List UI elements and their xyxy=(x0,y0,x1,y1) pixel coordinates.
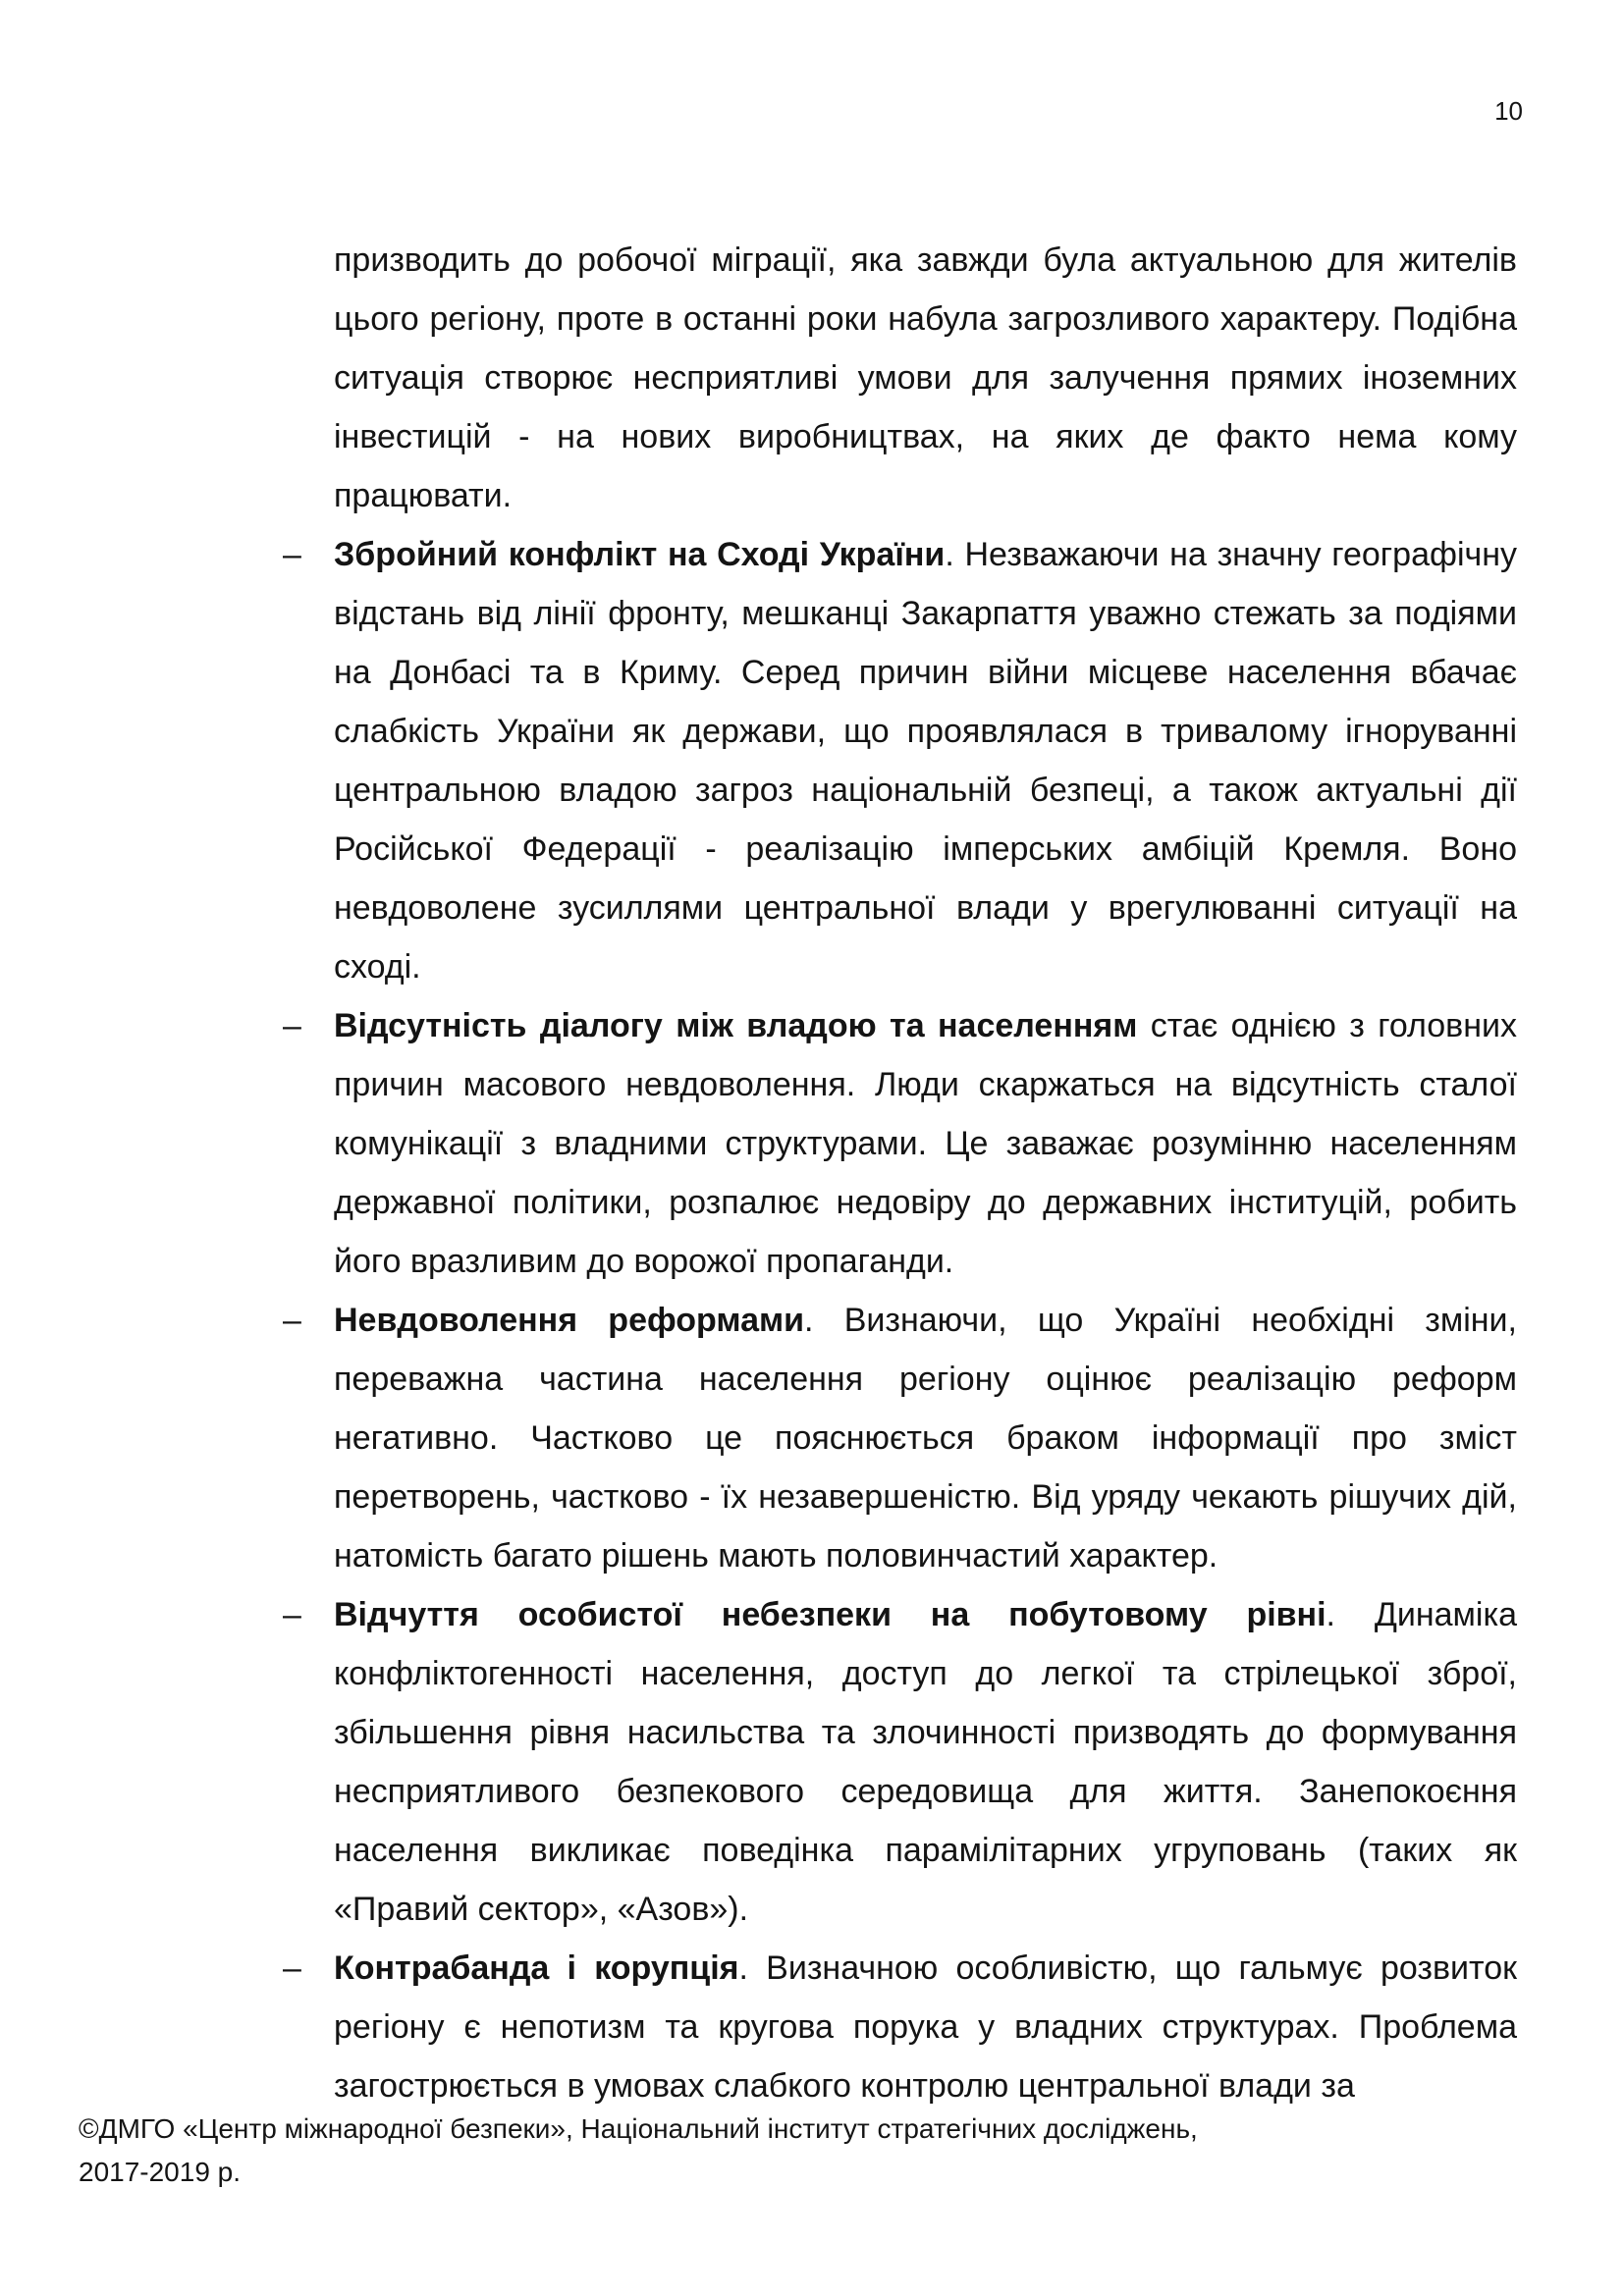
page-number: 10 xyxy=(1494,96,1523,126)
document-body xyxy=(283,231,1518,2115)
bullet-heading: Контрабанда і корупція xyxy=(334,1949,739,1987)
list-item xyxy=(283,996,1518,1291)
bullet-text: . Визнаючи, що Україні необхідні зміни, переважна частина населення регіону оцінює реалізацію реформ негативно. Частково це пояснюється браком інформації про зміст перетворень, частково - їх незавершеністю. Від уряду чекають рішучих дій, натомість багато рішень мають половинчастий характер. xyxy=(334,1302,1517,1575)
list-item xyxy=(283,1585,1517,1939)
dash-bullet-icon: – xyxy=(283,536,301,573)
page-footer xyxy=(79,2108,1198,2194)
bullet-heading: Невдоволення реформами xyxy=(334,1302,805,1339)
dash-bullet-icon: – xyxy=(283,1007,301,1044)
bullet-text: стає однією з головних причин масового невдоволення. Люди скаржаться на відсутність сталої комунікації з владними структурами. Це заважає розумінню населенням державної політики, розпалює недовіру до державних інституцій, робить його вразливим до ворожої пропаганди. xyxy=(334,1007,1518,1280)
dash-bullet-icon: – xyxy=(283,1302,301,1339)
bullet-heading: Відчуття особистої небезпеки на побутовому рівні xyxy=(334,1596,1326,1633)
list-item xyxy=(283,525,1517,996)
bullet-heading: Відсутність діалогу між владою та населенням xyxy=(334,1007,1138,1044)
bullet-text: . Незважаючи на значну географічну відстань від лінії фронту, мешканці Закарпаття уважно стежать за подіями на Донбасі та в Криму. Серед причин війни місцеве населення вбачає слабкість України як держави, що проявлялася в тривалому ігноруванні центральною владою загроз національній безпеці, а також актуальні дії Російської Федерації - реалізацію імперських амбіцій Кремля. Воно невдоволене зусиллями центральної влади у врегулюванні ситуації на сході. xyxy=(334,536,1517,986)
bullet-text: . Визначною особливістю, що гальмує розвиток регіону є непотизм та кругова порука у владних структурах. Проблема загострюється в умовах слабкого контролю центральної влади за xyxy=(334,1949,1518,2105)
bullet-heading: Збройний конфлікт на Сході України xyxy=(334,536,946,573)
dash-bullet-icon: – xyxy=(283,1949,301,1987)
dash-bullet-icon: – xyxy=(283,1596,301,1633)
list-item xyxy=(283,1939,1518,2115)
list-item xyxy=(283,1291,1517,1585)
footer-copyright: ©ДМГО «Центр міжнародної безпеки», Національний інститут стратегічних досліджень, xyxy=(79,2113,1198,2144)
intro-paragraph: призводить до робочої міграції, яка завжди була актуальною для жителів цього регіону, проте в останні роки набула загрозливого характеру. Подібна ситуація створює несприятливі умови для залучення прямих іноземних інвестицій - на нових виробництвах, на яких де факто нема кому працювати. xyxy=(334,241,1517,514)
footer-years: 2017-2019 р. xyxy=(79,2157,242,2187)
bullet-text: . Динаміка конфліктогенності населення, доступ до легкої та стрілецької зброї, збільшення рівня насильства та злочинності призводять до формування несприятливого безпекового середовища для життя. Занепокоєння населення викликає поведінка парамілітарних угруповань (таких як «Правий сектор», «Азов»). xyxy=(334,1596,1517,1928)
